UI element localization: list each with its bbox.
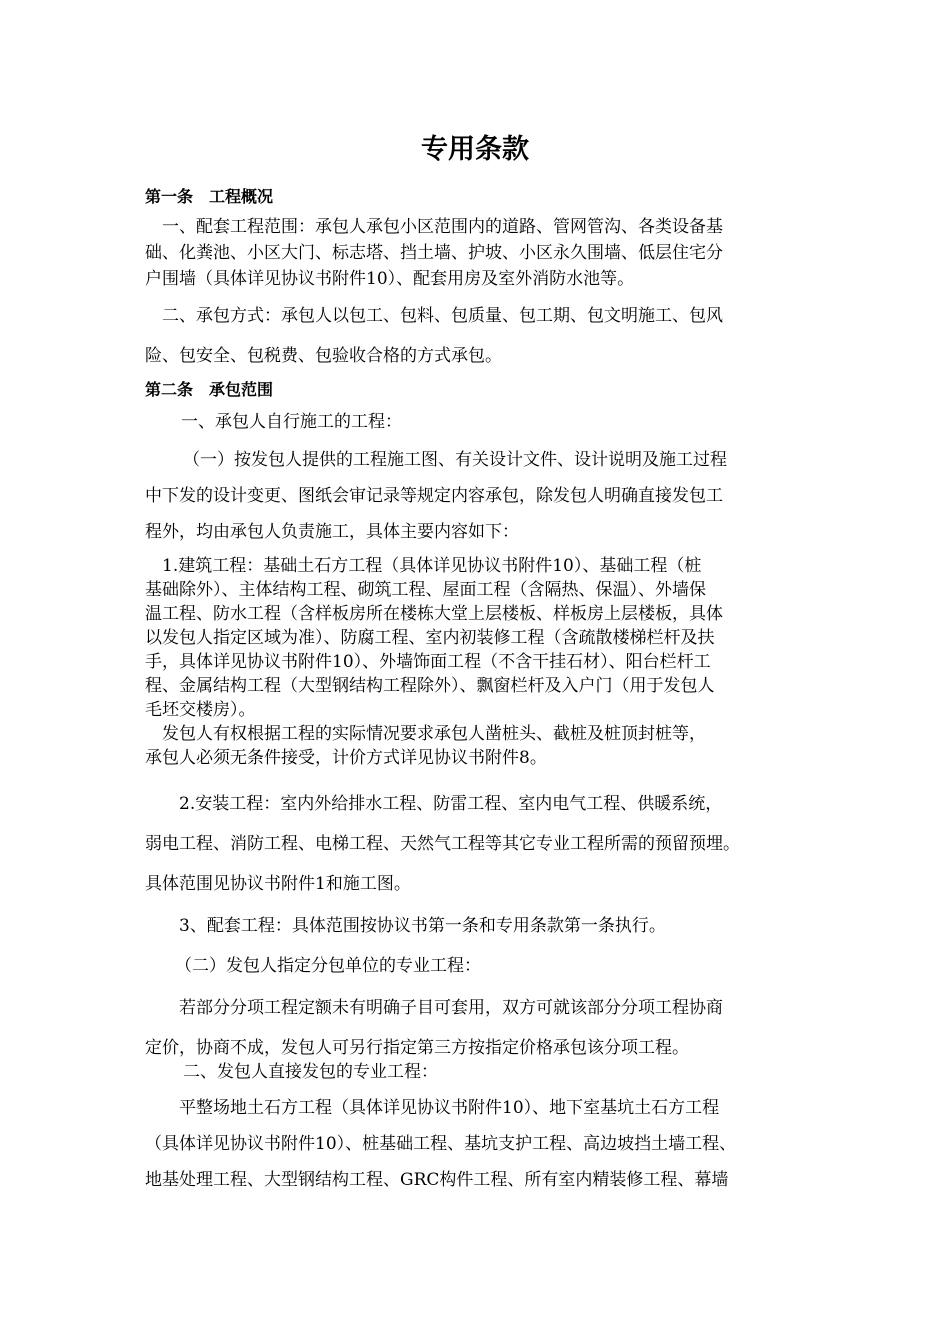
item-2-paragraph — [145, 988, 810, 1068]
text-line: 2.安装工程：室内外给排水工程、防雷工程、室内电气工程、供暖系统， — [179, 794, 723, 814]
text-line: 程外，均由承包人负责施工，具体主要内容如下： — [145, 522, 519, 542]
text-line: 手，具体详见协议书附件10）、外墙饰面工程（不含干挂石材）、阳台栏杆工 — [145, 652, 711, 672]
text-line: 平整场地土石方工程（具体详见协议书附件10）、地下室基坑土石方工程 — [179, 1098, 720, 1118]
installation-works-paragraph — [145, 784, 810, 904]
supporting-works-paragraph — [145, 906, 810, 946]
text-line: 定价，协商不成，发包人可另行指定第三方按指定价格承包该分项工程。 — [145, 1038, 689, 1058]
section-1-heading — [145, 409, 810, 435]
text-line: （一）按发包人提供的工程施工图、有关设计文件、设计说明及施工过程 — [183, 450, 727, 470]
text-line: 基础除外）、主体结构工程、砌筑工程、屋面工程（含隔热、保温）、外墙保 — [145, 580, 706, 600]
article-1-scope-paragraph — [145, 214, 810, 292]
text-line: （二）发包人指定分包单位的专业工程： — [175, 956, 481, 976]
text-line: （具体详见协议书附件10）、桩基础工程、基坑支护工程、高边坡挡土墙工程、 — [145, 1134, 737, 1154]
text-line: 地基处理工程、大型钢结构工程、GRC构件工程、所有室内精装修工程、幕墙 — [145, 1170, 729, 1190]
text-line: 二、承包方式：承包人以包工、包料、包质量、包工期、包文明施工、包风 — [145, 306, 723, 326]
article-1-heading: 第一条 工程概况 — [145, 187, 274, 206]
text-line: 础、化粪池、小区大门、标志塔、挡土墙、护坡、小区永久围墙、低层住宅分 — [145, 243, 723, 263]
item-2-heading — [145, 946, 810, 986]
section-2-heading — [145, 1059, 810, 1085]
text-line: 弱电工程、消防工程、电梯工程、天然气工程等其它专业工程所需的预留预埋。 — [145, 834, 740, 854]
construction-works-paragraph — [145, 554, 810, 770]
text-line: 温工程、防水工程（含样板房所在楼栋大堂上层楼板、样板房上层楼板，具体 — [145, 604, 723, 624]
text-line: 若部分分项工程定额未有明确子目可套用，双方可就该部分分项工程协商 — [179, 998, 723, 1018]
document-title: 专用条款 — [421, 134, 529, 165]
text-line: 一、配套工程范围：承包人承包小区范围内的道路、管网管沟、各类设备基 — [145, 217, 723, 237]
text-line: 以发包人指定区域为准）、防腐工程、室内初装修工程（含疏散楼梯栏杆及扶 — [145, 628, 715, 648]
text-line: 毛坯交楼房）。 — [145, 700, 256, 720]
item-1-paragraph — [145, 442, 810, 550]
text-line: 二、发包人直接发包的专业工程： — [183, 1062, 438, 1082]
text-line: 户围墙（具体详见协议书附件10）、配套用房及室外消防水池等。 — [145, 269, 635, 289]
text-line: 3、配套工程：具体范围按协议书第一条和专用条款第一条执行。 — [179, 916, 666, 936]
section-2-paragraph — [145, 1090, 810, 1198]
article-2-heading: 第二条 承包范围 — [145, 380, 274, 399]
article-1-contract-method-paragraph — [145, 296, 810, 376]
text-line: 一、承包人自行施工的工程： — [164, 412, 402, 432]
text-line: 险、包安全、包税费、包验收合格的方式承包。 — [145, 346, 502, 366]
text-line: 程、金属结构工程（大型钢结构工程除外）、飘窗栏杆及入户门（用于发包人 — [145, 676, 715, 696]
text-line: 1.建筑工程：基础土石方工程（具体详见协议书附件10）、基础工程（桩 — [145, 556, 702, 576]
text-line: 具体范围见协议书附件1和施工图。 — [145, 874, 411, 894]
text-line: 中下发的设计变更、图纸会审记录等规定内容承包，除发包人明确直接发包工 — [145, 486, 723, 506]
text-line: 发包人有权根据工程的实际情况要求承包人凿桩头、截桩及桩顶封桩等， — [145, 724, 706, 744]
text-line: 承包人必须无条件接受，计价方式详见协议书附件8。 — [145, 748, 547, 768]
